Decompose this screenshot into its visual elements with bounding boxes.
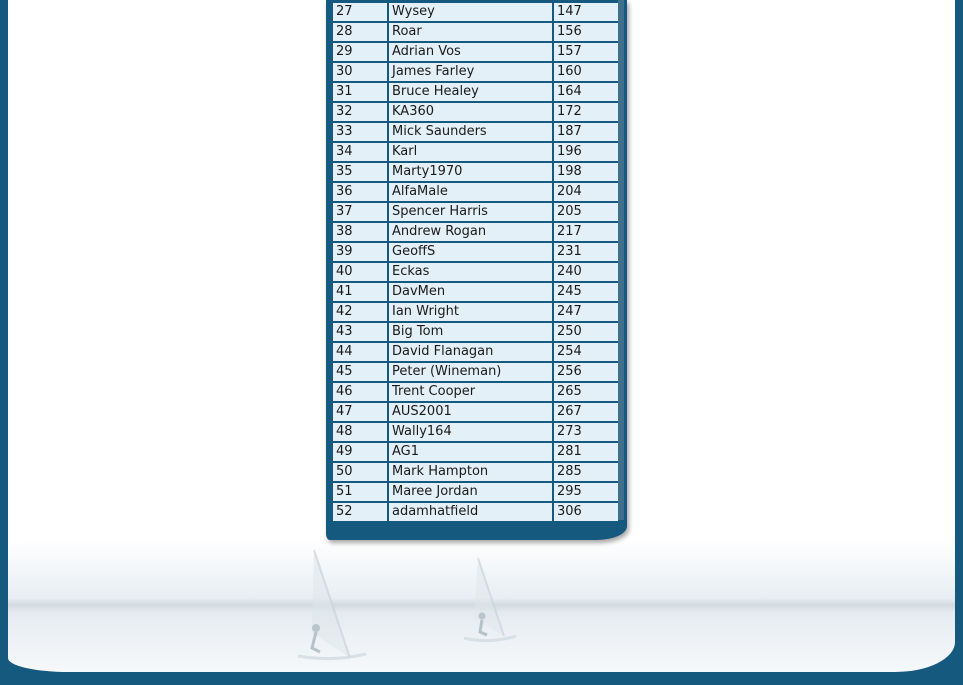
score-cell: 172 bbox=[554, 103, 618, 121]
table-row bbox=[332, 43, 619, 61]
table-row bbox=[332, 103, 619, 121]
score-cell: 147 bbox=[554, 3, 618, 21]
rank-cell: 30 bbox=[333, 63, 387, 81]
score-cell: 198 bbox=[554, 163, 618, 181]
rank-cell: 39 bbox=[333, 243, 387, 261]
table-row bbox=[332, 3, 619, 21]
score-cell: 306 bbox=[554, 503, 618, 521]
rank-cell: 35 bbox=[333, 163, 387, 181]
rank-cell: 41 bbox=[333, 283, 387, 301]
name-cell: David Flanagan bbox=[389, 343, 552, 361]
table-row bbox=[332, 503, 619, 521]
score-cell: 240 bbox=[554, 263, 618, 281]
rank-cell: 46 bbox=[333, 383, 387, 401]
score-cell: 231 bbox=[554, 243, 618, 261]
table-row bbox=[332, 143, 619, 161]
name-cell: DavMen bbox=[389, 283, 552, 301]
score-cell: 250 bbox=[554, 323, 618, 341]
score-cell: 281 bbox=[554, 443, 618, 461]
table-row bbox=[332, 383, 619, 401]
score-cell: 247 bbox=[554, 303, 618, 321]
table-row bbox=[332, 263, 619, 281]
rank-cell: 47 bbox=[333, 403, 387, 421]
name-cell: Andrew Rogan bbox=[389, 223, 552, 241]
score-cell: 157 bbox=[554, 43, 618, 61]
name-cell: Trent Cooper bbox=[389, 383, 552, 401]
name-cell: Marty1970 bbox=[389, 163, 552, 181]
score-cell: 285 bbox=[554, 463, 618, 481]
name-cell: AlfaMale bbox=[389, 183, 552, 201]
rank-cell: 49 bbox=[333, 443, 387, 461]
name-cell: Maree Jordan bbox=[389, 483, 552, 501]
name-cell: KA360 bbox=[389, 103, 552, 121]
rank-cell: 28 bbox=[333, 23, 387, 41]
rank-cell: 27 bbox=[333, 3, 387, 21]
score-cell: 273 bbox=[554, 423, 618, 441]
score-cell: 204 bbox=[554, 183, 618, 201]
table-row bbox=[332, 363, 619, 381]
rank-cell: 33 bbox=[333, 123, 387, 141]
table-row bbox=[332, 123, 619, 141]
name-cell: AUS2001 bbox=[389, 403, 552, 421]
score-cell: 187 bbox=[554, 123, 618, 141]
name-cell: Spencer Harris bbox=[389, 203, 552, 221]
name-cell: Bruce Healey bbox=[389, 83, 552, 101]
name-cell: Wysey bbox=[389, 3, 552, 21]
rank-cell: 50 bbox=[333, 463, 387, 481]
table-row bbox=[332, 243, 619, 261]
name-cell: adamhatfield bbox=[389, 503, 552, 521]
windsurfer-icon bbox=[292, 548, 372, 664]
rank-cell: 31 bbox=[333, 83, 387, 101]
table-row bbox=[332, 223, 619, 241]
name-cell: GeoffS bbox=[389, 243, 552, 261]
windsurfer-icon bbox=[460, 556, 520, 646]
name-cell: Mark Hampton bbox=[389, 463, 552, 481]
rank-cell: 52 bbox=[333, 503, 387, 521]
table-row bbox=[332, 63, 619, 81]
rank-cell: 48 bbox=[333, 423, 387, 441]
table-row bbox=[332, 403, 619, 421]
name-cell: Big Tom bbox=[389, 323, 552, 341]
name-cell: Mick Saunders bbox=[389, 123, 552, 141]
rank-cell: 37 bbox=[333, 203, 387, 221]
score-cell: 267 bbox=[554, 403, 618, 421]
name-cell: Eckas bbox=[389, 263, 552, 281]
score-cell: 160 bbox=[554, 63, 618, 81]
table-row bbox=[332, 443, 619, 461]
table-row bbox=[332, 283, 619, 301]
score-cell: 164 bbox=[554, 83, 618, 101]
name-cell: Karl bbox=[389, 143, 552, 161]
table-row bbox=[332, 463, 619, 481]
rank-cell: 29 bbox=[333, 43, 387, 61]
rank-cell: 45 bbox=[333, 363, 387, 381]
table-row bbox=[332, 23, 619, 41]
name-cell: Roar bbox=[389, 23, 552, 41]
name-cell: James Farley bbox=[389, 63, 552, 81]
table-row bbox=[332, 423, 619, 441]
score-cell: 245 bbox=[554, 283, 618, 301]
name-cell: Peter (Wineman) bbox=[389, 363, 552, 381]
table-row bbox=[332, 323, 619, 341]
table-row bbox=[332, 183, 619, 201]
score-cell: 265 bbox=[554, 383, 618, 401]
rank-cell: 32 bbox=[333, 103, 387, 121]
rank-cell: 38 bbox=[333, 223, 387, 241]
score-cell: 156 bbox=[554, 23, 618, 41]
table-row bbox=[332, 483, 619, 501]
rank-cell: 51 bbox=[333, 483, 387, 501]
score-cell: 205 bbox=[554, 203, 618, 221]
table-row bbox=[332, 343, 619, 361]
rank-cell: 40 bbox=[333, 263, 387, 281]
name-cell: Wally164 bbox=[389, 423, 552, 441]
rank-cell: 36 bbox=[333, 183, 387, 201]
score-cell: 254 bbox=[554, 343, 618, 361]
score-cell: 196 bbox=[554, 143, 618, 161]
score-cell: 295 bbox=[554, 483, 618, 501]
table-row bbox=[332, 83, 619, 101]
score-cell: 217 bbox=[554, 223, 618, 241]
rank-cell: 44 bbox=[333, 343, 387, 361]
rank-cell: 42 bbox=[333, 303, 387, 321]
leaderboard-table bbox=[326, 0, 627, 540]
score-cell: 256 bbox=[554, 363, 618, 381]
rank-cell: 34 bbox=[333, 143, 387, 161]
name-cell: Adrian Vos bbox=[389, 43, 552, 61]
table-row bbox=[332, 203, 619, 221]
name-cell: AG1 bbox=[389, 443, 552, 461]
name-cell: Ian Wright bbox=[389, 303, 552, 321]
table-row bbox=[332, 163, 619, 181]
table-row bbox=[332, 303, 619, 321]
rank-cell: 43 bbox=[333, 323, 387, 341]
